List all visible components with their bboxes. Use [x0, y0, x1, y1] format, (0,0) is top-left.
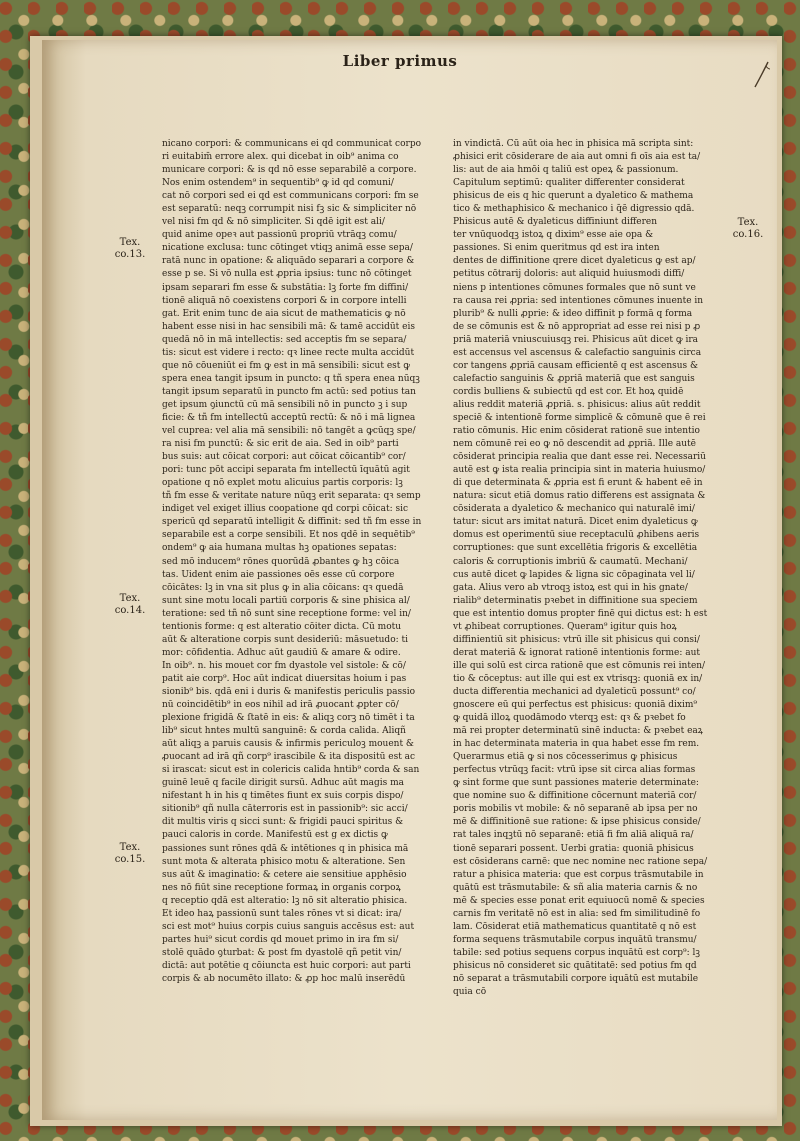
marginal-note-left-3	[106, 842, 154, 866]
text-line: corpis & ab nocumēto illato: & ꝓp hoc malū inserēdū	[162, 974, 406, 984]
text-line: lib⁹ sicut hntes multū sanguinē: & corda calida. Aliqñ	[162, 726, 406, 737]
text-line: esse p se. Si vō nulla est ꝓpria ipsius: tunc nō cōtinget	[162, 269, 412, 280]
text-line: pauci caloris in corde. Manifestū est g ex dictis ꝙ	[162, 830, 388, 841]
text-line: municare corpori: & is qd nō esse separabilē a corpore.	[162, 165, 417, 176]
text-line: lam. Cōsiderat etiā mathematicus quantitatē q nō est	[453, 921, 697, 932]
text-line: phisicus nō consideret sic quātitatē: sed potius fm qd	[453, 960, 697, 971]
text-line: partes hui⁹ sicut cordis qd mouet primo in ira fm si/	[162, 934, 399, 945]
text-line: mē & diffinitionē sue ratione: & ipse phisicus conside/	[453, 817, 701, 828]
text-line: ipsam separari fm esse & substātia: lꝫ forte fm diffini/	[162, 282, 409, 293]
text-line: dit multis viris q sicci sunt: & frigidi pauci spiritus &	[162, 817, 404, 828]
text-line: tabile: sed potius sequens corpus inquātū est corp⁹: lꝫ	[453, 947, 700, 958]
text-line: caloris & corruptionis imbriū & caumatū. Mechani/	[453, 556, 688, 567]
text-line: in hac determinata materia in qua habet esse fm rem.	[453, 739, 700, 750]
text-line: Capitulum septimū: qualiter differenter considerat	[453, 178, 685, 189]
text-line: ra nisi fm punctū: & sic erit de aia. Sed in oib⁹ parti	[162, 439, 399, 450]
text-line: ficie: & tñ fm intellectū acceptū rectū: & nō i mā lignea	[162, 412, 416, 423]
text-line: corruptiones: que sunt excellētia frigoris & excellētia	[453, 543, 698, 554]
text-line: mā rei propter determinatū sinē inducta: & pꝛebet eaꝝ	[453, 726, 703, 737]
text-line: stolē quādo ꝯturbat: & post fm dyastolē qñ petit vin/	[162, 947, 402, 958]
text-line: ra causa rei ꝓpria: sed intentiones cōmunes inuente in	[453, 295, 704, 306]
marginal-note-line: co.14.	[114, 605, 146, 616]
text-line: ratā nunc in opatione: & aliquādo separari a corpore &	[162, 256, 415, 267]
text-line: spericū qd separatū intelligit & diffinit: sed tñ fm esse in	[162, 517, 422, 528]
text-line: forma sequens trāsmutabile corpus inquātū transmu/	[453, 934, 697, 945]
text-line: passiones. Si enim queritmus qd est ira inten	[453, 243, 660, 254]
text-line: Et ideo haꝝ passionū sunt tales rōnes vt si dicat: ira/	[162, 908, 402, 919]
text-line: di que determinata & ꝓpria est fi erunt & habent eē in	[453, 478, 703, 489]
text-line: spera enea tangit ipsum in puncto: q tñ spera enea nūqꝫ	[162, 373, 420, 384]
text-line: ondem⁹ ꝙ aia humana multas hꝫ opationes sepatas:	[162, 543, 397, 554]
text-line: autē est ꝙ ista realia principia sint in materia huiusmo/	[453, 465, 706, 476]
text-line: tangit ipsum separatū in puncto fm actū: sed potius tan	[162, 386, 416, 397]
text-line: ꝓuocant ad irā qñ corp⁹ irascibile & ita dispositū est ac	[162, 752, 416, 763]
text-line: rialib⁹ determinatis pꝛebet in diffinitione sua speciem	[453, 595, 698, 606]
text-line: vel cuprea: vel alia mā sensibili: nō tangēt a ꝙcūqꝫ spe/	[162, 426, 416, 437]
text-line: que nō cōueniūt ei fm ꝙ est in mā sensibili: sicut est ꝙ	[162, 360, 411, 371]
marginal-note-line: Tex.	[119, 842, 141, 853]
text-line: guinē leuē q facile dirigit sursū. Adhuc aūt magis ma	[162, 778, 405, 789]
text-line: nes nō fiūt sine receptione formaꝝ in organis corpoꝝ	[162, 882, 401, 893]
text-line: dentes de diffinitione qrere dicet dyaleticus ꝙ est ap/	[453, 256, 696, 267]
text-line: cor tangens ꝓpriā causam efficientē q est ascensus &	[453, 360, 699, 371]
marginal-note-left-1	[106, 237, 154, 261]
text-line: sci est mot⁹ huius corpis cuius sanguis accēsus est: aut	[162, 921, 415, 932]
text-line: lis: aut de aia hmōi q taliū est opeꝝ & passionum.	[453, 165, 679, 176]
text-line: vel nisi fm qd & nō simpliciter. Si qdē igit est ali/	[162, 217, 385, 228]
text-line: mor: cōfidentia. Adhuc aūt gaudiū & amare & odire.	[162, 647, 401, 658]
text-line: ri euitabim̄ errore alex. qui dicebat in oib⁹ anima co	[162, 152, 399, 163]
text-line: cat nō corpori sed ei qd est communicans corpori: fm se	[162, 191, 419, 202]
text-line: quedā nō in mā intellectis: sed acceptis fm se separa/	[162, 334, 407, 345]
text-line: que nomine suo & diffinitione cōcernunt materiā cor/	[453, 791, 697, 802]
text-line: vt ꝓhibeat corruptiones. Queram⁹ igitur quis hoꝝ	[453, 621, 677, 632]
marginal-note-left-2	[106, 593, 154, 617]
text-line: phisicus de eis q hic querunt a dyaletico & mathema	[453, 191, 694, 202]
text-line: tionē aliquā nō coexistens corpori & in corpore intelli	[162, 295, 407, 306]
text-line: de se cōmunis est & nō appropriat ad esse rei nisi p ꝓ	[453, 321, 701, 332]
marginal-note-line: co.13.	[114, 249, 146, 260]
text-line: derat materiā & ignorat rationē intentionis forme: aut	[453, 647, 700, 658]
text-line: cōicātes: lꝫ in vna sit plus ꝙ in alia cōicans: qꝛ quedā	[162, 582, 404, 593]
text-line: perfectus vtrūqꝫ facit: vtrū ipse sit circa alias formas	[453, 765, 696, 776]
text-line: nō separat a trāsmutabili corpore iquātū est mutabile	[453, 974, 699, 984]
text-line: sunt sine motu locali partiū corporis & sine phisica al/	[162, 595, 410, 606]
text-line: pori: tunc pōt accipi separata fm intellectū īquātū agit	[162, 465, 410, 476]
right-text-column	[453, 138, 723, 999]
text-line: cōsiderat principia realia que dant esse rei. Necessariū	[453, 452, 706, 463]
text-line: Nos enim ostendem⁹ in sequentib⁹ ꝙ id qd comuni/	[162, 178, 394, 189]
text-line: get ipsum ꝯiunctū cū mā sensibili nō in puncto ꝫ i sup	[162, 399, 408, 410]
text-line: est accensus vel ascensus & calefactio sanguinis circa	[453, 347, 702, 358]
text-line: passiones sunt rōnes qdā & intētiones q in phisica mā	[162, 843, 409, 854]
text-line: sus aūt & imaginatio: & cetere aie sensitiue apphēsio	[162, 869, 407, 880]
text-line: ꝓhisici erit cōsiderare de aia aut omni fi oīs aia est ta/	[453, 152, 701, 163]
text-line: carnis fm veritatē nō est in alia: sed fm similitudinē fo	[453, 908, 701, 919]
marginal-note-right-1	[724, 217, 772, 241]
marginal-note-line: Tex.	[119, 237, 141, 248]
text-line: rat tales inqꝫtū nō separanē: etiā fi fm aliā aliquā ra/	[453, 830, 694, 841]
text-line: ducta differentia mechanici ad dyaleticū possunt⁹ co/	[453, 686, 696, 697]
text-line: Querarmus etiā ꝙ si nos cōcesserimus ꝙ phisicus	[453, 752, 678, 763]
text-line: aūt & alteratione corpis sunt desideriū: māsuetudo: ti	[162, 634, 408, 645]
text-line: est separatū: neqꝫ corrumpit nisi fꝫ sic & simpliciter nō	[162, 204, 417, 215]
marginal-note-line: co.15.	[114, 854, 146, 865]
marginal-note-line: Tex.	[737, 217, 759, 228]
text-line: aūt aliqꝫ a paruis causis & infirmis periculoꝫ mouent &	[162, 739, 414, 750]
text-line: ratio cōmunis. Hic enim cōsiderat rationē sue intentio	[453, 426, 700, 437]
text-line: q receptio qdā est alteratio: lꝫ nō sit alteratio phisica.	[162, 895, 408, 906]
text-line: sunt mota & alterata phisico motu & alteratione. Sen	[162, 856, 406, 867]
text-line: In oib⁹. n. his mouet cor fm dyastole vel sistole: & cō/	[162, 660, 406, 671]
text-line: quid anime opeꝛ aut passionū propriū vtrāqꝫ comu/	[162, 230, 397, 241]
text-line: nifestant h in his q timētes fiunt ex suis corpis dispo/	[162, 791, 404, 802]
text-line: Phisicus autē & dyaleticus diffiniunt differen	[453, 217, 658, 228]
text-line: ratur a phisica materia: que est corpus trāsmutabile in	[453, 869, 704, 880]
text-line: tatur: sicut ars imitat naturā. Dicet enim dyaleticus ꝙ	[453, 517, 698, 528]
text-line: cus autē dicet ꝙ lapides & ligna sic cōpaginata vel li/	[453, 569, 695, 580]
text-line: priā materiā vniuscuiusqꝫ rei. Phisicus aūt dicet ꝙ ira	[453, 334, 699, 345]
text-line: bus suis: aut cōicat corpori: aut cōicat cōicantib⁹ cor/	[162, 452, 406, 463]
text-line: gata. Alius vero ab vtroqꝫ istoꝝ est qui in his gnate/	[453, 582, 688, 593]
text-line: in vindictā. Cū aūt oia hec in phisica mā scripta sint:	[453, 139, 694, 149]
text-line: separabile est a corpe sensibili. Et nos qdē in sequētib⁹	[162, 530, 415, 541]
text-line: tis: sicut est videre i recto: qꝛ linee recte multa accidūt	[162, 347, 415, 358]
text-line: nicatione exclusa: tunc cōtinget vtiqꝫ animā esse sepa/	[162, 243, 413, 254]
text-line: patit aie corp⁹. Hoc aūt indicat diuersitas hoium i pas	[162, 673, 407, 684]
text-line: gnoscere eū qui perfectus est phisicus: quoniā dixim⁹	[453, 700, 698, 711]
text-line: tico & methaphisico & mechanico i q̄ē digressio qdā.	[453, 204, 695, 215]
text-line: tio & cōceptus: aut ille qui est ex vtrisqꝫ: quoniā ex in/	[453, 673, 703, 684]
text-line: petitus cōtrarij doloris: aut aliquid huiusmodi diffi/	[453, 269, 685, 280]
text-line: niens p intentiones cōmunes formales que nō sunt ve	[453, 282, 696, 293]
text-line: diffinientiū sit phisicus: vtrū ille sit phisicus qui consi/	[453, 634, 700, 645]
text-line: sionib⁹ bis. qdā eni i duris & manifestis periculis passio	[162, 686, 416, 697]
text-line: est cōsiderans carnē: que nec nomine nec ratione sepa/	[453, 856, 708, 867]
text-line: speciē & intentionē forme simplicē & cōmunē que ē rei	[453, 412, 706, 423]
marginal-note-line: co.16.	[732, 229, 764, 240]
text-line: nū coincidētib⁹ in eos nihil ad irā ꝓuocant ꝓpter cō/	[162, 700, 399, 711]
text-line: quia cō	[453, 987, 487, 998]
text-line: tñ fm esse & veritate nature nūqꝫ erit separata: qꝛ semp	[162, 491, 421, 502]
text-line: natura: sicut etiā domus ratio differens est assignata &	[453, 491, 706, 502]
text-line: sitionib⁹ qñ nulla cāterroris est in passionib⁹: sic acci/	[162, 804, 408, 815]
text-line: ille qui solū est circa rationē que est cōmunis rei inten/	[453, 660, 706, 671]
text-line: habent esse nisi in hac sensibili mā: & tamē accidūt eis	[162, 321, 415, 332]
text-line: plurib⁹ & nulli ꝓprie: & ideo diffinit p formā q forma	[453, 308, 693, 319]
text-line: dictā: aut potētie q cōiuncta est huic corpori: aut parti	[162, 960, 411, 971]
text-line: calefactio sanguinis & ꝓpriā materiā que est sanguis	[453, 373, 695, 384]
text-line: ꝙ sint forme que sunt passiones materie determinate:	[453, 778, 699, 789]
text-line: si irascat: sicut est in colericis calida hntib⁹ corda & san	[162, 765, 420, 776]
text-line: alius reddit materiā ꝓpriā. s. phisicus: alius aūt reddit	[453, 399, 701, 410]
text-line: tionē separari possent. Uerbi gratia: quoniā phisicus	[453, 843, 694, 854]
text-line: teratione: sed tñ nō sunt sine receptione forme: vel in/	[162, 608, 411, 619]
text-line: mē & species esse ponat erit equiuocū nomē & species	[453, 895, 705, 906]
text-line: cordis bulliens & subiectū qd est cor. Et hoꝝ quidē	[453, 386, 684, 397]
text-line: poris mobilis vt mobile: & nō separanē ab ipsa per no	[453, 804, 698, 815]
text-line: nicano corpori: & communicans ei qd communicat corpo	[162, 139, 421, 149]
running-head: Liber primus	[342, 52, 458, 70]
text-line: gat. Erit enim tunc de aia sicut de mathematicis ꝙ nō	[162, 308, 406, 319]
text-line: quātū est trāsmutabile: & sñ alia materia carnis & no	[453, 882, 698, 893]
text-line: ꝙ quidā illoꝝ quodāmodo vterqꝫ est: qꝛ & pꝛebet fo	[453, 713, 686, 724]
text-line: cōsiderata a dyaletico & mechanico qui naturalē imi/	[453, 504, 695, 515]
text-line: sed mō inducem⁹ rōnes quorūdā ꝓbantes ꝙ hꝫ cōica	[162, 556, 400, 567]
text-line: opatione q nō explet motu alicuius partis corporis: lꝫ	[162, 478, 403, 489]
text-line: plexione frigidā & ſtatē in eis: & aliqꝫ corꝫ nō timēt i ta	[162, 713, 415, 724]
text-line: domus est operimentū siue receptaculū ꝓhibens aeris	[453, 530, 700, 541]
left-text-column	[162, 138, 447, 986]
text-line: tentionis forme: q est alteratio cōiter dicta. Cū motu	[162, 621, 402, 632]
text-line: ter vnūquodqꝫ istoꝝ q dixim⁹ esse aie opa &	[453, 230, 654, 241]
text-line: que est intentio domus propter finē qui dictus est: h est	[453, 608, 708, 619]
text-line: tas. Uident enim aie passiones oēs esse cū corpore	[162, 569, 395, 580]
text-line: indiget vel exiget illius coopatione qd corpi cōicat: sic	[162, 504, 409, 515]
marginal-note-line: Tex.	[119, 593, 141, 604]
text-line: nem cōmunē rei eo ꝙ nō descendit ad ꝓpriā. Ille autē	[453, 439, 696, 450]
